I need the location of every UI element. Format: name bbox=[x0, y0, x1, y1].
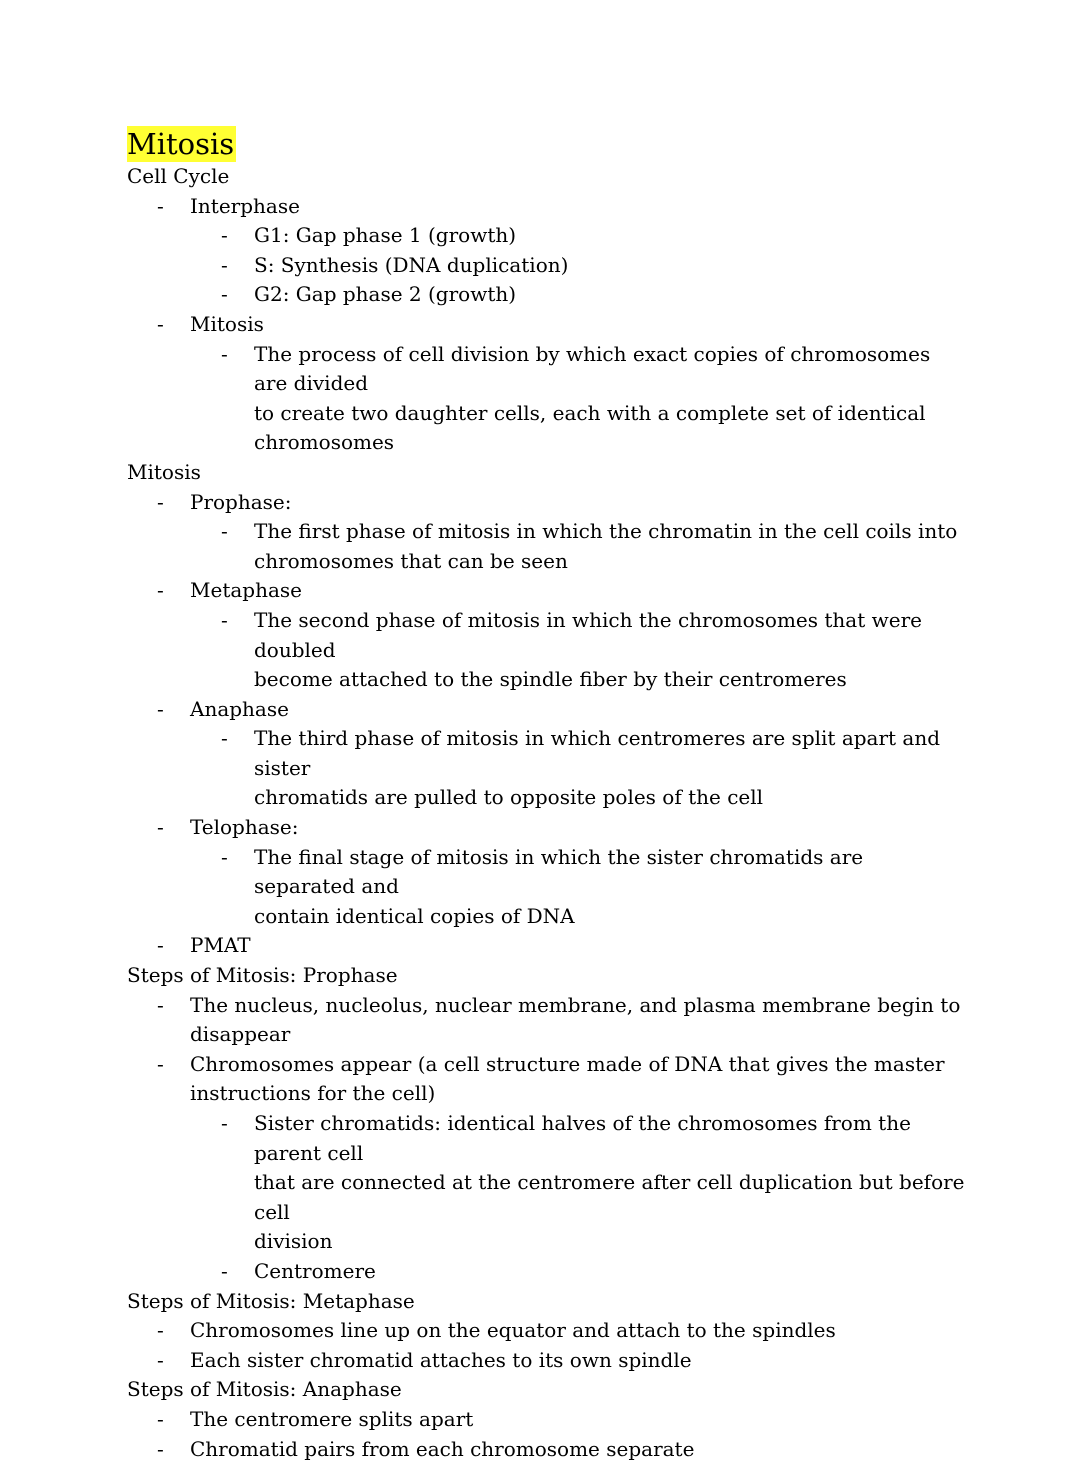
bullet-dash: - bbox=[221, 341, 228, 366]
sub-list-item-text: The process of cell division by which exact copies of chromosomes are divided bbox=[254, 341, 931, 396]
list-item bbox=[127, 695, 967, 725]
section-heading: Steps of Mitosis: Prophase bbox=[127, 963, 398, 988]
bullet-dash: - bbox=[221, 1258, 228, 1283]
sub-list-item-text: Sister chromatids: identical halves of the chromosomes from the parent cell bbox=[254, 1111, 911, 1165]
bullet-dash: - bbox=[157, 193, 164, 218]
list-item bbox=[127, 576, 967, 606]
list-item-text: The nucleus, nucleolus, nuclear membrane, and plasma membrane begin to disappear bbox=[190, 992, 961, 1047]
sub-list-item-text: G1: Gap phase 1 (growth) bbox=[254, 223, 517, 248]
title-wrap bbox=[127, 126, 967, 162]
list-item-text: Anaphase bbox=[190, 696, 289, 721]
sub-list-item-text: G2: Gap phase 2 (growth) bbox=[254, 282, 517, 307]
sub-list-item bbox=[127, 1257, 967, 1287]
sub-list-item bbox=[127, 724, 967, 783]
sub-list-item-text: The second phase of mitosis in which the chromosomes that were doubled bbox=[254, 607, 922, 662]
bullet-dash: - bbox=[157, 311, 164, 336]
list-item-text: Each sister chromatid attaches to its own spindle bbox=[190, 1347, 692, 1372]
sub-list-item bbox=[127, 843, 967, 902]
bullet-dash: - bbox=[157, 489, 164, 514]
list-item bbox=[127, 1050, 967, 1080]
list-item bbox=[127, 192, 967, 222]
sub-list-item bbox=[127, 517, 967, 547]
sub-list-item-text: division bbox=[254, 1229, 333, 1254]
sub-list-item bbox=[127, 340, 967, 399]
bullet-dash: - bbox=[157, 1318, 164, 1343]
list-item bbox=[127, 310, 967, 340]
list-item bbox=[127, 1079, 967, 1109]
bullet-dash: - bbox=[221, 223, 228, 248]
bullet-dash: - bbox=[157, 1051, 164, 1076]
section-heading: Steps of Mitosis: Anaphase bbox=[127, 1377, 402, 1402]
sub-list-item-text: become attached to the spindle fiber by their centromeres bbox=[254, 667, 847, 692]
sub-list-item bbox=[127, 251, 967, 281]
bullet-dash: - bbox=[221, 252, 228, 277]
list-item-text: PMAT bbox=[190, 933, 251, 958]
list-item-text: instructions for the cell) bbox=[190, 1081, 436, 1106]
sub-list-item-text: chromosomes bbox=[254, 430, 395, 455]
sub-list-item bbox=[127, 902, 967, 932]
list-item-text: Telophase: bbox=[190, 815, 299, 840]
sub-list-item bbox=[127, 665, 967, 695]
sub-list-item-text: chromatids are pulled to opposite poles of the cell bbox=[254, 785, 764, 810]
list-item-text: Chromosomes line up on the equator and attach to the spindles bbox=[190, 1318, 836, 1343]
list-item bbox=[127, 813, 967, 843]
bullet-dash: - bbox=[221, 282, 228, 307]
list-item bbox=[127, 488, 967, 518]
list-item bbox=[127, 1435, 967, 1464]
document-title: Mitosis bbox=[127, 127, 235, 161]
bullet-dash: - bbox=[157, 815, 164, 840]
bullet-dash: - bbox=[221, 1111, 228, 1135]
section-heading: Steps of Mitosis: Metaphase bbox=[127, 1288, 415, 1313]
bullet-dash: - bbox=[157, 933, 164, 958]
bullet-dash: - bbox=[221, 519, 228, 544]
list-item-text: The centromere splits apart bbox=[190, 1406, 474, 1431]
section-heading: Mitosis bbox=[127, 459, 201, 484]
sub-list-item-text: The final stage of mitosis in which the sister chromatids are separated and bbox=[254, 844, 864, 899]
bullet-dash: - bbox=[221, 726, 228, 751]
sub-list-item bbox=[127, 606, 967, 665]
sub-list-item bbox=[127, 399, 967, 429]
sub-list-item-text: that are connected at the centromere after cell duplication but before cell bbox=[254, 1170, 965, 1224]
list-item-text: Chromosomes appear (a cell structure made of DNA that gives the master bbox=[190, 1051, 945, 1076]
bullet-dash: - bbox=[157, 696, 164, 721]
sub-list-item bbox=[127, 280, 967, 310]
bullet-dash: - bbox=[157, 578, 164, 603]
sub-list-item-text: contain identical copies of DNA bbox=[254, 903, 575, 928]
sub-list-item-text: S: Synthesis (DNA duplication) bbox=[254, 252, 569, 277]
bullet-dash: - bbox=[157, 1406, 164, 1431]
sub-list-item-text: to create two daughter cells, each with a complete set of identical bbox=[254, 400, 926, 425]
sub-list-item-text: Centromere bbox=[254, 1258, 376, 1283]
sub-list-item bbox=[127, 221, 967, 251]
list-item bbox=[127, 991, 967, 1050]
sub-list-item bbox=[127, 547, 967, 577]
list-item bbox=[127, 1346, 967, 1376]
list-item bbox=[127, 1405, 967, 1435]
sub-list-item-text: chromosomes that can be seen bbox=[254, 548, 568, 573]
bullet-dash: - bbox=[157, 1347, 164, 1372]
sub-list-item bbox=[127, 1168, 967, 1227]
sub-list-item bbox=[127, 1109, 967, 1168]
sub-list-item-text: The first phase of mitosis in which the chromatin in the cell coils into bbox=[254, 519, 958, 544]
sub-list-item-text: The third phase of mitosis in which centromeres are split apart and sister bbox=[254, 726, 941, 780]
document bbox=[127, 126, 967, 1464]
list-item-text: Metaphase bbox=[190, 578, 302, 603]
sub-list-item bbox=[127, 1227, 967, 1257]
bullet-dash: - bbox=[221, 607, 228, 632]
bullet-dash: - bbox=[221, 844, 228, 869]
list-item-text: Prophase: bbox=[190, 489, 292, 514]
section-heading: Cell Cycle bbox=[127, 164, 230, 188]
outline bbox=[127, 162, 967, 1464]
bullet-dash: - bbox=[157, 992, 164, 1017]
list-item bbox=[127, 1316, 967, 1346]
list-item-text: Chromatid pairs from each chromosome separate bbox=[190, 1436, 695, 1461]
list-item bbox=[127, 931, 967, 961]
bullet-dash: - bbox=[157, 1436, 164, 1461]
sub-list-item bbox=[127, 783, 967, 813]
sub-list-item bbox=[127, 428, 967, 458]
list-item-text: Mitosis bbox=[190, 311, 264, 336]
list-item-text: Interphase bbox=[190, 193, 300, 218]
